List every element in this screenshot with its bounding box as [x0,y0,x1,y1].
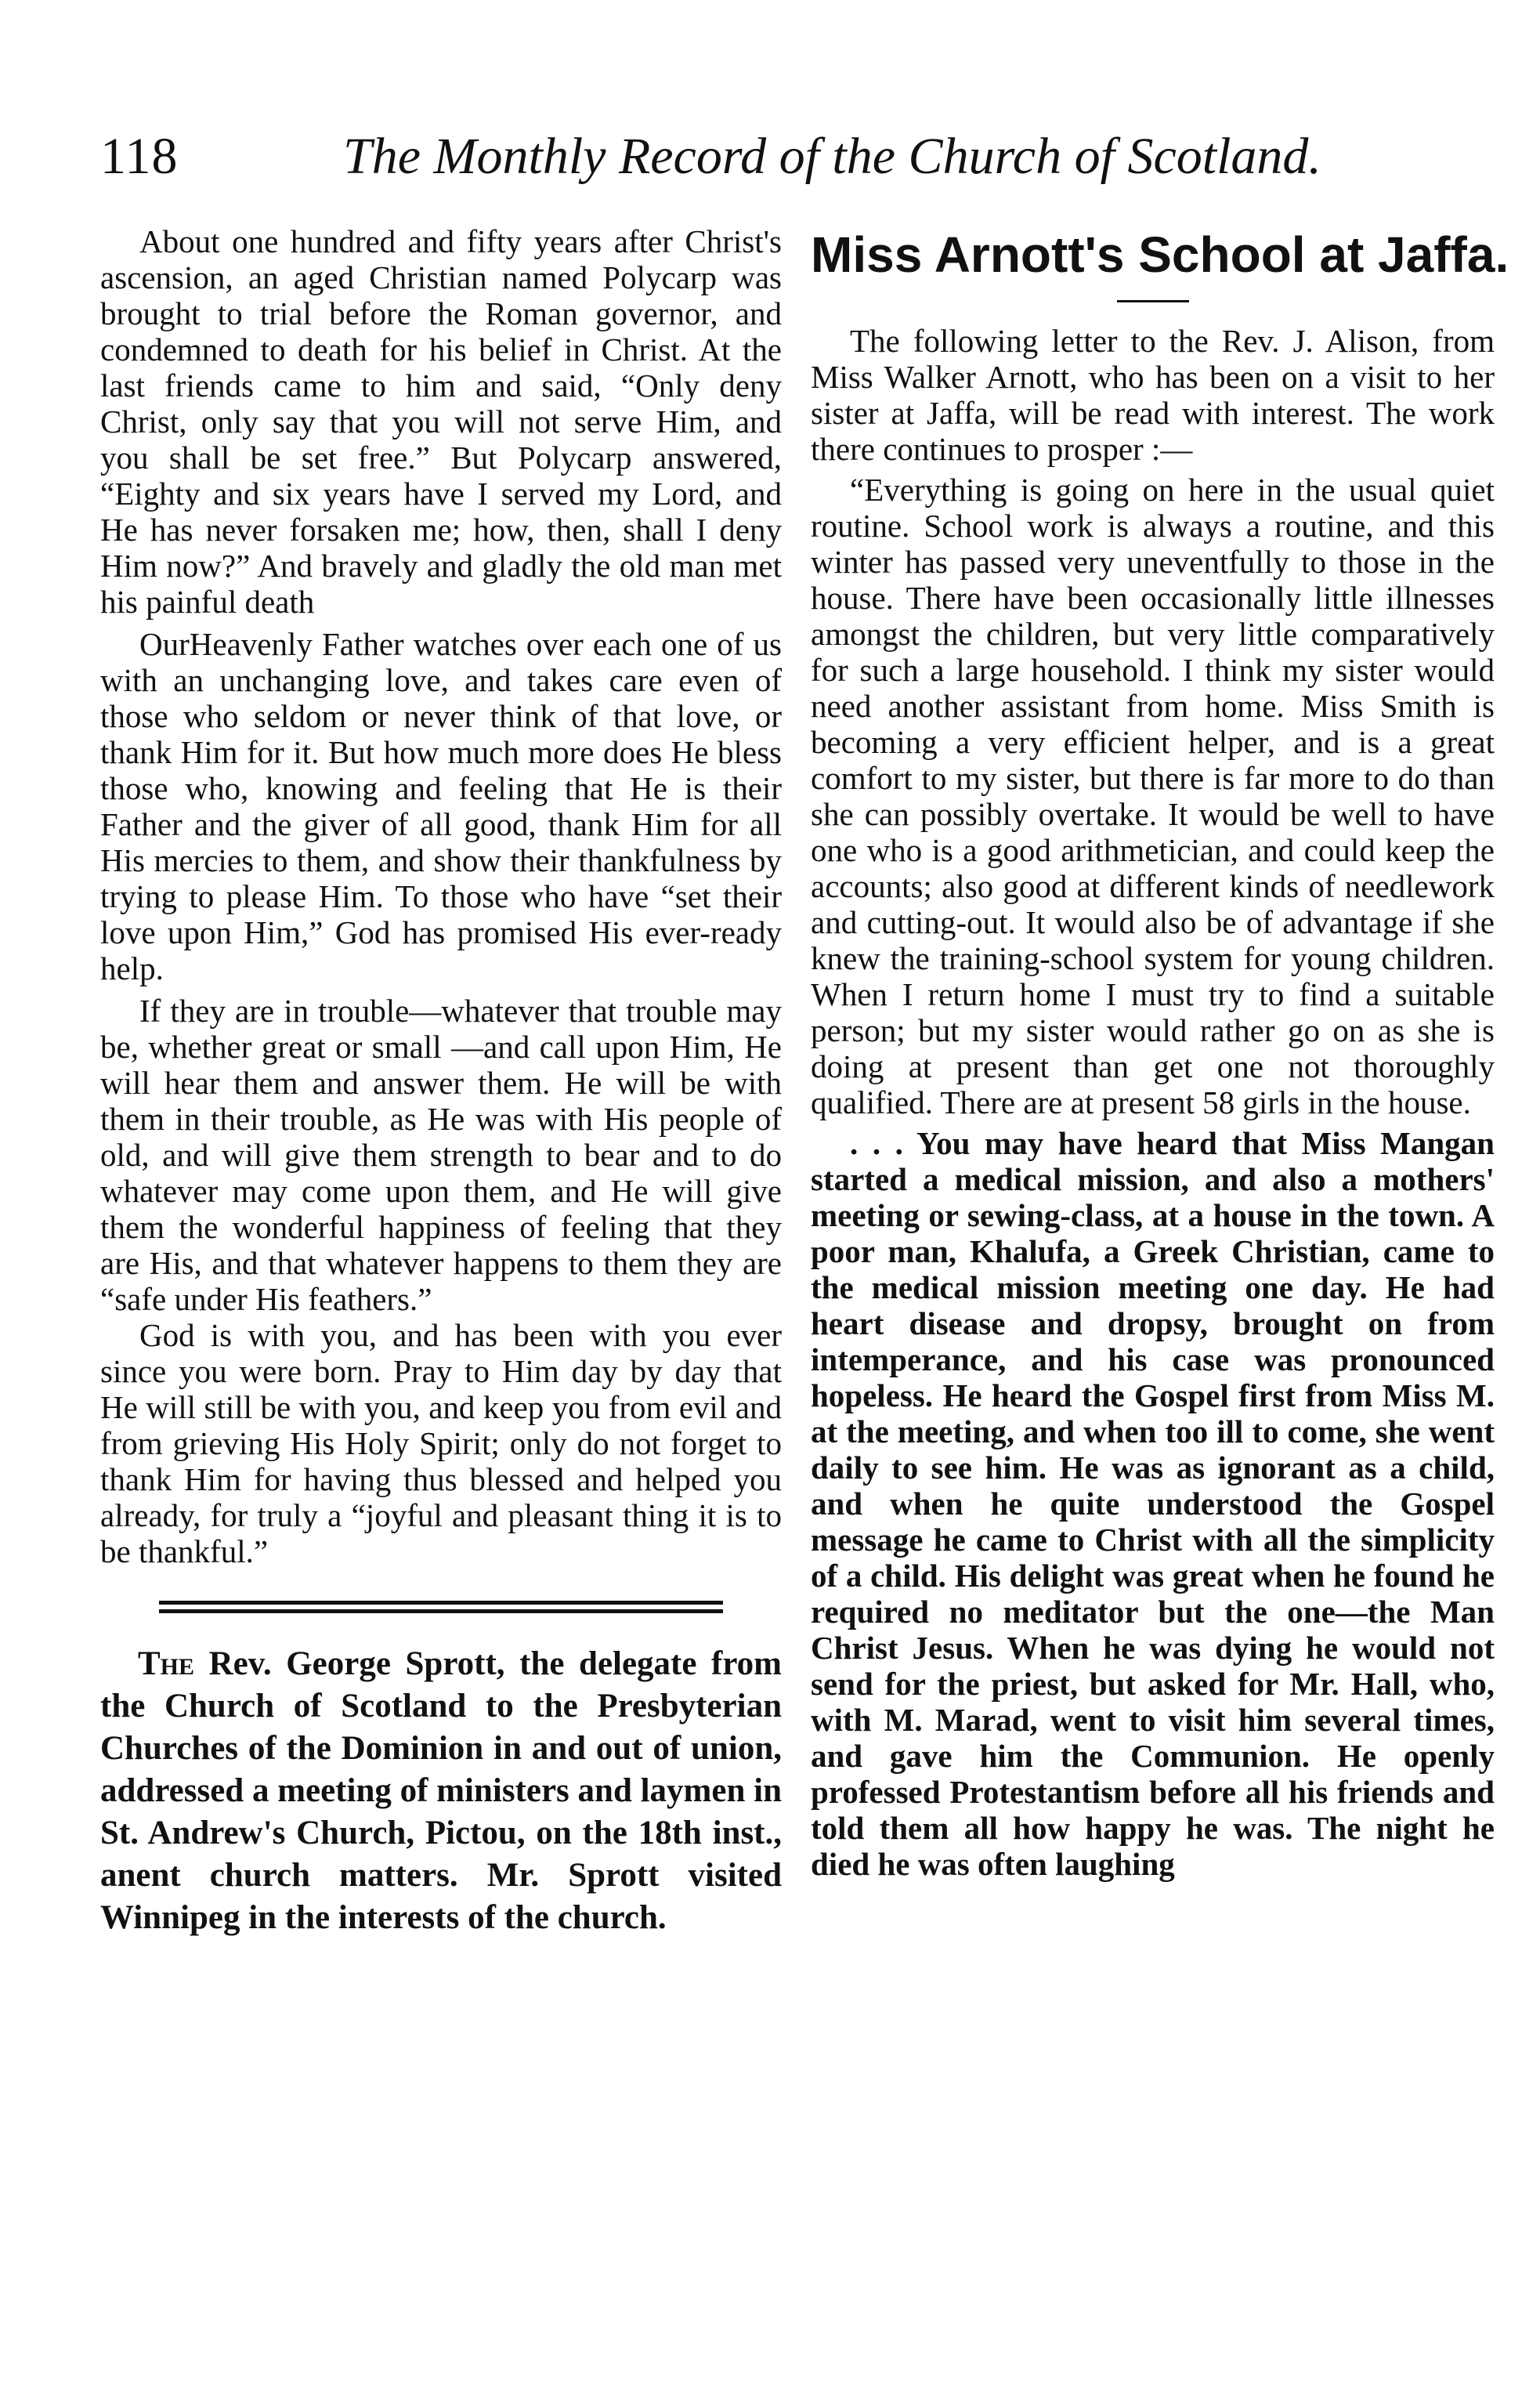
note-text: Rev. George Sprott, the delegate from the Church of Scotland to the Presbyterian Churches of the Dominion in and out of union, addressed a meeting of ministers and laymen in St. Andrew's Church, Pictou, on the 18th inst., anent church matters. Mr. Sprott visited Winnipeg in the interests of the church. [100,1645,782,1936]
right-column [811,223,1509,1882]
paragraph-polycarp: About one hundred and fifty years after Christ's ascension, an aged Christian named Polycarp was brought to trial before the Roman governor, and condemned to death for his belief in Christ. At the last friends came to him and said, “Only deny Christ, only say that you will not serve Him, and you shall be set free.” But Polycarp answered, “Eighty and six years have I served my Lord, and He has never forsaken me; how, then, shall I deny Him now?” And bravely and gladly the old man met his painful death [100,223,782,620]
paragraph-intro: The following letter to the Rev. J. Alison, from Miss Walker Arnott, who has been on a visit to her sister at Jaffa, will be read with interest. The work there continues to prosper :— [811,323,1495,467]
sprott-note [100,1643,782,1939]
paragraph-god-with-you: God is with you, and has been with you ever since you were born. Pray to Him day by day that He will still be with you, and keep you from evil and from grieving His Holy Spirit; only do not forget to thank Him for having thus blessed and helped you already, for truly a “joyful and pleasant thing it is to be thankful.” [100,1317,782,1569]
left-column [100,223,782,1939]
paragraph-medical-mission: . . . You may have heard that Miss Mangan started a medical mission, and also a mothers' meeting or sewing-class, at a house in the town. A poor man, Khalufa, a Greek Christian, came to the medical mission meeting one day. He had heart disease and dropsy, brought on from intemperance, and his case was pronounced hopeless. He heard the Gospel first from Miss M. at the meeting, and when too ill to come, she went daily to see him. He was as ignorant as a child, and when he quite understood the Gospel message he came to Christ with all the simplicity of a child. His delight was great when he found he required no meditator but the one—the Man Christ Jesus. When he was dying he would not send for the priest, but asked for Mr. Hall, who, with M. Marad, went to visit him several times, and gave him the Communion. He openly professed Protestantism before all his friends and told them all how happy he was. The night he died he was often laughing [811,1125,1495,1882]
page-header [100,121,1322,196]
paragraph-heavenly-father: OurHeavenly Father watches over each one of us with an unchanging love, and takes care even of those who seldom or never think of that love, or thank Him for it. But how much more does He bless those who, knowing and feeling that He is their Father and the giver of all good, thank Him for all His mercies to them, and show their thankfulness by trying to please Him. To those who have “set their love upon Him,” God has promised His ever-ready help. [100,626,782,986]
running-title: The Monthly Record of the Church of Scotland. [343,128,1321,185]
paragraph-letter-routine: “Everything is going on here in the usual quiet routine. School work is always a routine, and this winter has passed very uneventfully to those in the house. There have been occasionally little illnesses amongst the children, but very little comparatively for such a large household. I think my sister would need another assistant from home. Miss Smith is becoming a very efficient helper, and is a great comfort to my sister, but there is far more to do than she can possibly overtake. It would be well to have one who is a good arithmetician, and could keep the accounts; also good at different kinds of needlework and cutting-out. It would also be of advantage if she knew the training-school system for young children. When I return home I must try to find a suitable person; but my sister would rather go on as she is doing at present than get one not thoroughly qualified. There are at present 58 girls in the house. [811,472,1495,1120]
page-number: 118 [100,128,179,185]
title-rule [1117,300,1189,302]
article-title: Miss Arnott's School at Jaffa. [811,226,1509,283]
section-divider [159,1601,723,1613]
paragraph-trouble: If they are in trouble—whatever that trouble may be, whether great or small —and call upon Him, He will hear them and answer them. He will be with them in their trouble, as He was with His people of old, and will give them strength to bear and to do whatever may come upon them, and He will give them the wonderful happiness of feeling that they are His, and that whatever happens to them they are “safe under His feathers.” [100,993,782,1317]
note-lead-word: The [138,1645,195,1682]
